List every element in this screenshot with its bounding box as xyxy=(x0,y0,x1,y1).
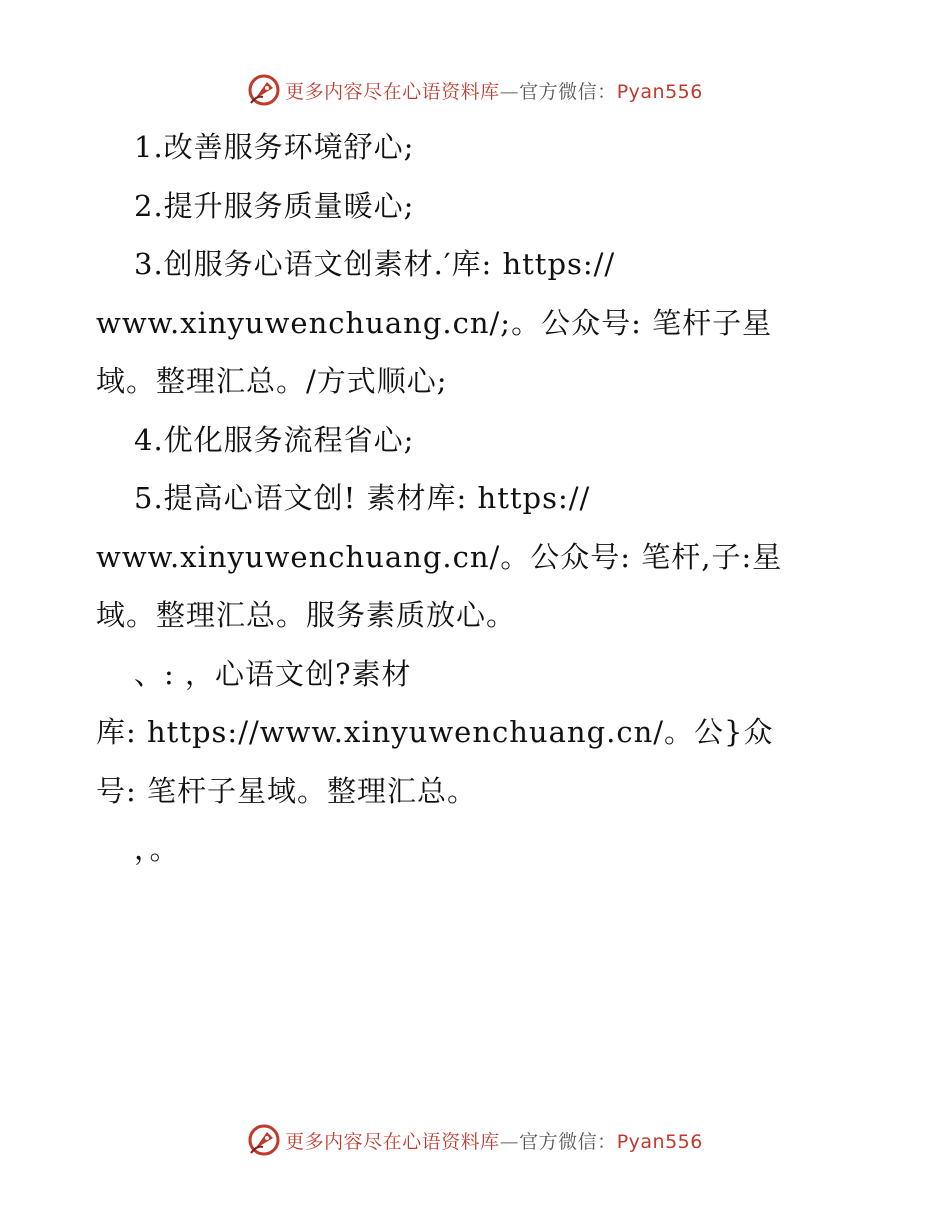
text-line-13: ，。 xyxy=(134,832,180,866)
pen-nib-logo-icon xyxy=(247,73,281,107)
text-line-3: 3.创服务心语文创素材.′库: https:// xyxy=(134,247,616,281)
banner-wechat-id: Pyan556 xyxy=(616,1130,703,1153)
footer-banner xyxy=(0,1120,950,1160)
banner-sub-text: 官方微信： xyxy=(519,80,617,103)
text-line-12: 号: 笔杆子星域。整理汇总。 xyxy=(96,773,477,808)
banner-text xyxy=(285,1127,703,1154)
banner-dash: — xyxy=(499,80,520,103)
text-line-7: 5.提高心语文创! 素材库: https:// xyxy=(134,481,591,515)
text-line-8: www.xinyuwenchuang.cn/。公众号: 笔杆,子:星 xyxy=(96,539,783,574)
banner-wechat-id: Pyan556 xyxy=(616,80,703,103)
text-line-9: 域。整理汇总。服务素质放心。 xyxy=(96,598,517,632)
document-body xyxy=(96,118,836,879)
text-line-1: 1.改善服务环境舒心; xyxy=(134,130,415,164)
header-banner xyxy=(0,70,950,110)
text-line-5: 域。整理汇总。/方式顺心; xyxy=(96,364,448,398)
pen-nib-logo-icon xyxy=(247,1123,281,1157)
banner-main-text: 更多内容尽在心语资料库 xyxy=(285,80,500,103)
banner-dash: — xyxy=(499,1130,520,1153)
text-line-11: 库: https://www.xinyuwenchuang.cn/。公}众 xyxy=(96,715,774,749)
banner-text xyxy=(285,77,703,104)
banner-sub-text: 官方微信： xyxy=(519,1130,617,1153)
text-line-4: www.xinyuwenchuang.cn/;。公众号: 笔杆子星 xyxy=(96,305,773,340)
text-line-6: 4.优化服务流程省心; xyxy=(134,422,415,457)
text-line-10: 、: ，心语文创?素材 xyxy=(134,656,412,691)
banner-main-text: 更多内容尽在心语资料库 xyxy=(285,1130,500,1153)
text-line-2: 2.提升服务质量暖心; xyxy=(134,188,415,223)
